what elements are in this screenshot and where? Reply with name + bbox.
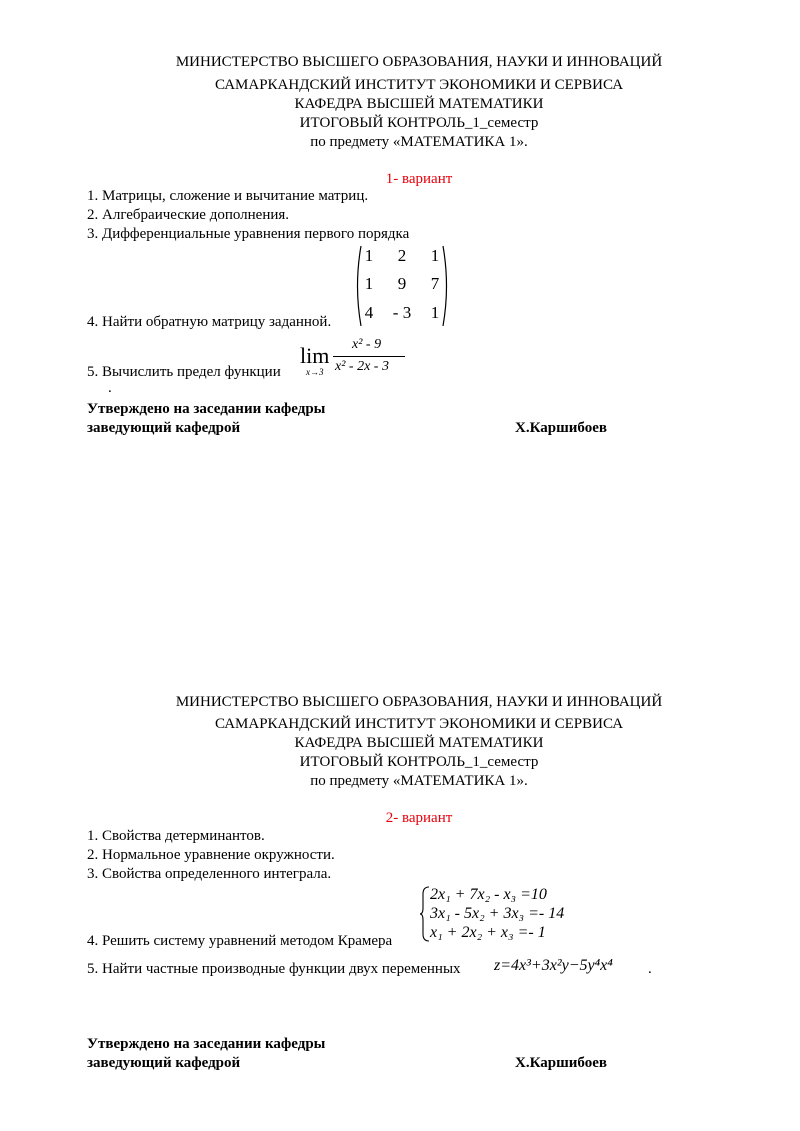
function-end-dot: . <box>648 961 652 977</box>
department-heading-2: КАФЕДРА ВЫСШЕЙ МАТЕМАТИКИ <box>294 735 544 751</box>
v2-question-2: 2. Нормальное уравнение окружности. <box>87 847 335 863</box>
fraction-line <box>333 356 405 357</box>
approved-text-2: Утверждено на заседании кафедры <box>87 1036 326 1052</box>
stray-dot: . <box>108 380 112 396</box>
matrix-cell: 1 <box>364 274 374 293</box>
head-label-2: заведующий кафедрой <box>87 1055 241 1071</box>
v2-question-1: 1. Свойства детерминантов. <box>87 828 265 844</box>
matrix-cell: - 3 <box>392 303 412 322</box>
ministry-heading-1: МИНИСТЕРСТВО ВЫСШЕГО ОБРАЗОВАНИЯ, НАУКИ И ИННОВАЦИЙ <box>175 54 663 70</box>
department-heading-1: КАФЕДРА ВЫСШЕЙ МАТЕМАТИКИ <box>294 96 544 112</box>
matrix-cell: 2 <box>397 246 407 265</box>
head-name-1: Х.Каршибоев <box>515 420 607 436</box>
matrix-cell: 1 <box>430 303 440 322</box>
control-heading-2: ИТОГОВЫЙ КОНТРОЛЬ_1_семестр <box>299 754 539 770</box>
limit-symbol: lim <box>300 343 330 368</box>
v1-question-2: 2. Алгебраические дополнения. <box>87 207 290 223</box>
head-name-2: Х.Каршибоев <box>515 1055 607 1071</box>
matrix-cell: 1 <box>364 246 374 265</box>
ministry-heading-2: МИНИСТЕРСТВО ВЫСШЕГО ОБРАЗОВАНИЯ, НАУКИ И ИННОВАЦИЙ <box>175 694 663 710</box>
head-label-1: заведующий кафедрой <box>87 420 241 436</box>
limit-numerator: x² - 9 <box>352 337 382 352</box>
system-equation-3: x₁ + 2x₂ + x₃ =- 1 <box>430 924 546 941</box>
institute-heading-2: САМАРКАНДСКИЙ ИНСТИТУТ ЭКОНОМИКИ И СЕРВИСА <box>214 716 624 732</box>
v1-question-4: 4. Найти обратную матрицу заданной. <box>87 314 332 330</box>
subject-heading-2: по предмету «МАТЕМАТИКА 1». <box>310 773 528 789</box>
approved-text-1: Утверждено на заседании кафедры <box>87 401 326 417</box>
limit-denominator: x² - 2x - 3 <box>335 359 389 374</box>
matrix-cell: 4 <box>364 303 374 322</box>
v1-question-3: 3. Дифференциальные уравнения первого порядка <box>87 226 410 242</box>
system-equation-2: 3x₁ - 5x₂ + 3x₃ =- 14 <box>430 905 565 922</box>
matrix-cell: 9 <box>397 274 407 293</box>
function-formula: z=4x³+3x²y−5y⁴x⁴ <box>494 957 613 974</box>
subject-heading-1: по предмету «МАТЕМАТИКА 1». <box>310 134 528 150</box>
institute-heading-1: САМАРКАНДСКИЙ ИНСТИТУТ ЭКОНОМИКИ И СЕРВИСА <box>214 77 624 93</box>
v2-question-4: 4. Решить систему уравнений методом Крамера <box>87 933 393 949</box>
variant-1-title: 1- вариант <box>385 171 453 187</box>
matrix-cell: 1 <box>430 246 440 265</box>
v2-question-3: 3. Свойства определенного интеграла. <box>87 866 332 882</box>
matrix <box>352 244 452 328</box>
v1-question-1: 1. Матрицы, сложение и вычитание матриц. <box>87 188 369 204</box>
v2-question-5: 5. Найти частные производные функции двух переменных <box>87 961 461 977</box>
v1-question-5: 5. Вычислить предел функции <box>87 364 281 380</box>
system-equation-1: 2x₁ + 7x₂ - x₃ =10 <box>430 886 547 903</box>
matrix-cell: 7 <box>430 274 440 293</box>
variant-2-title: 2- вариант <box>385 810 453 826</box>
control-heading-1: ИТОГОВЫЙ КОНТРОЛЬ_1_семестр <box>299 115 539 131</box>
limit-subscript: x→3 <box>306 367 324 377</box>
